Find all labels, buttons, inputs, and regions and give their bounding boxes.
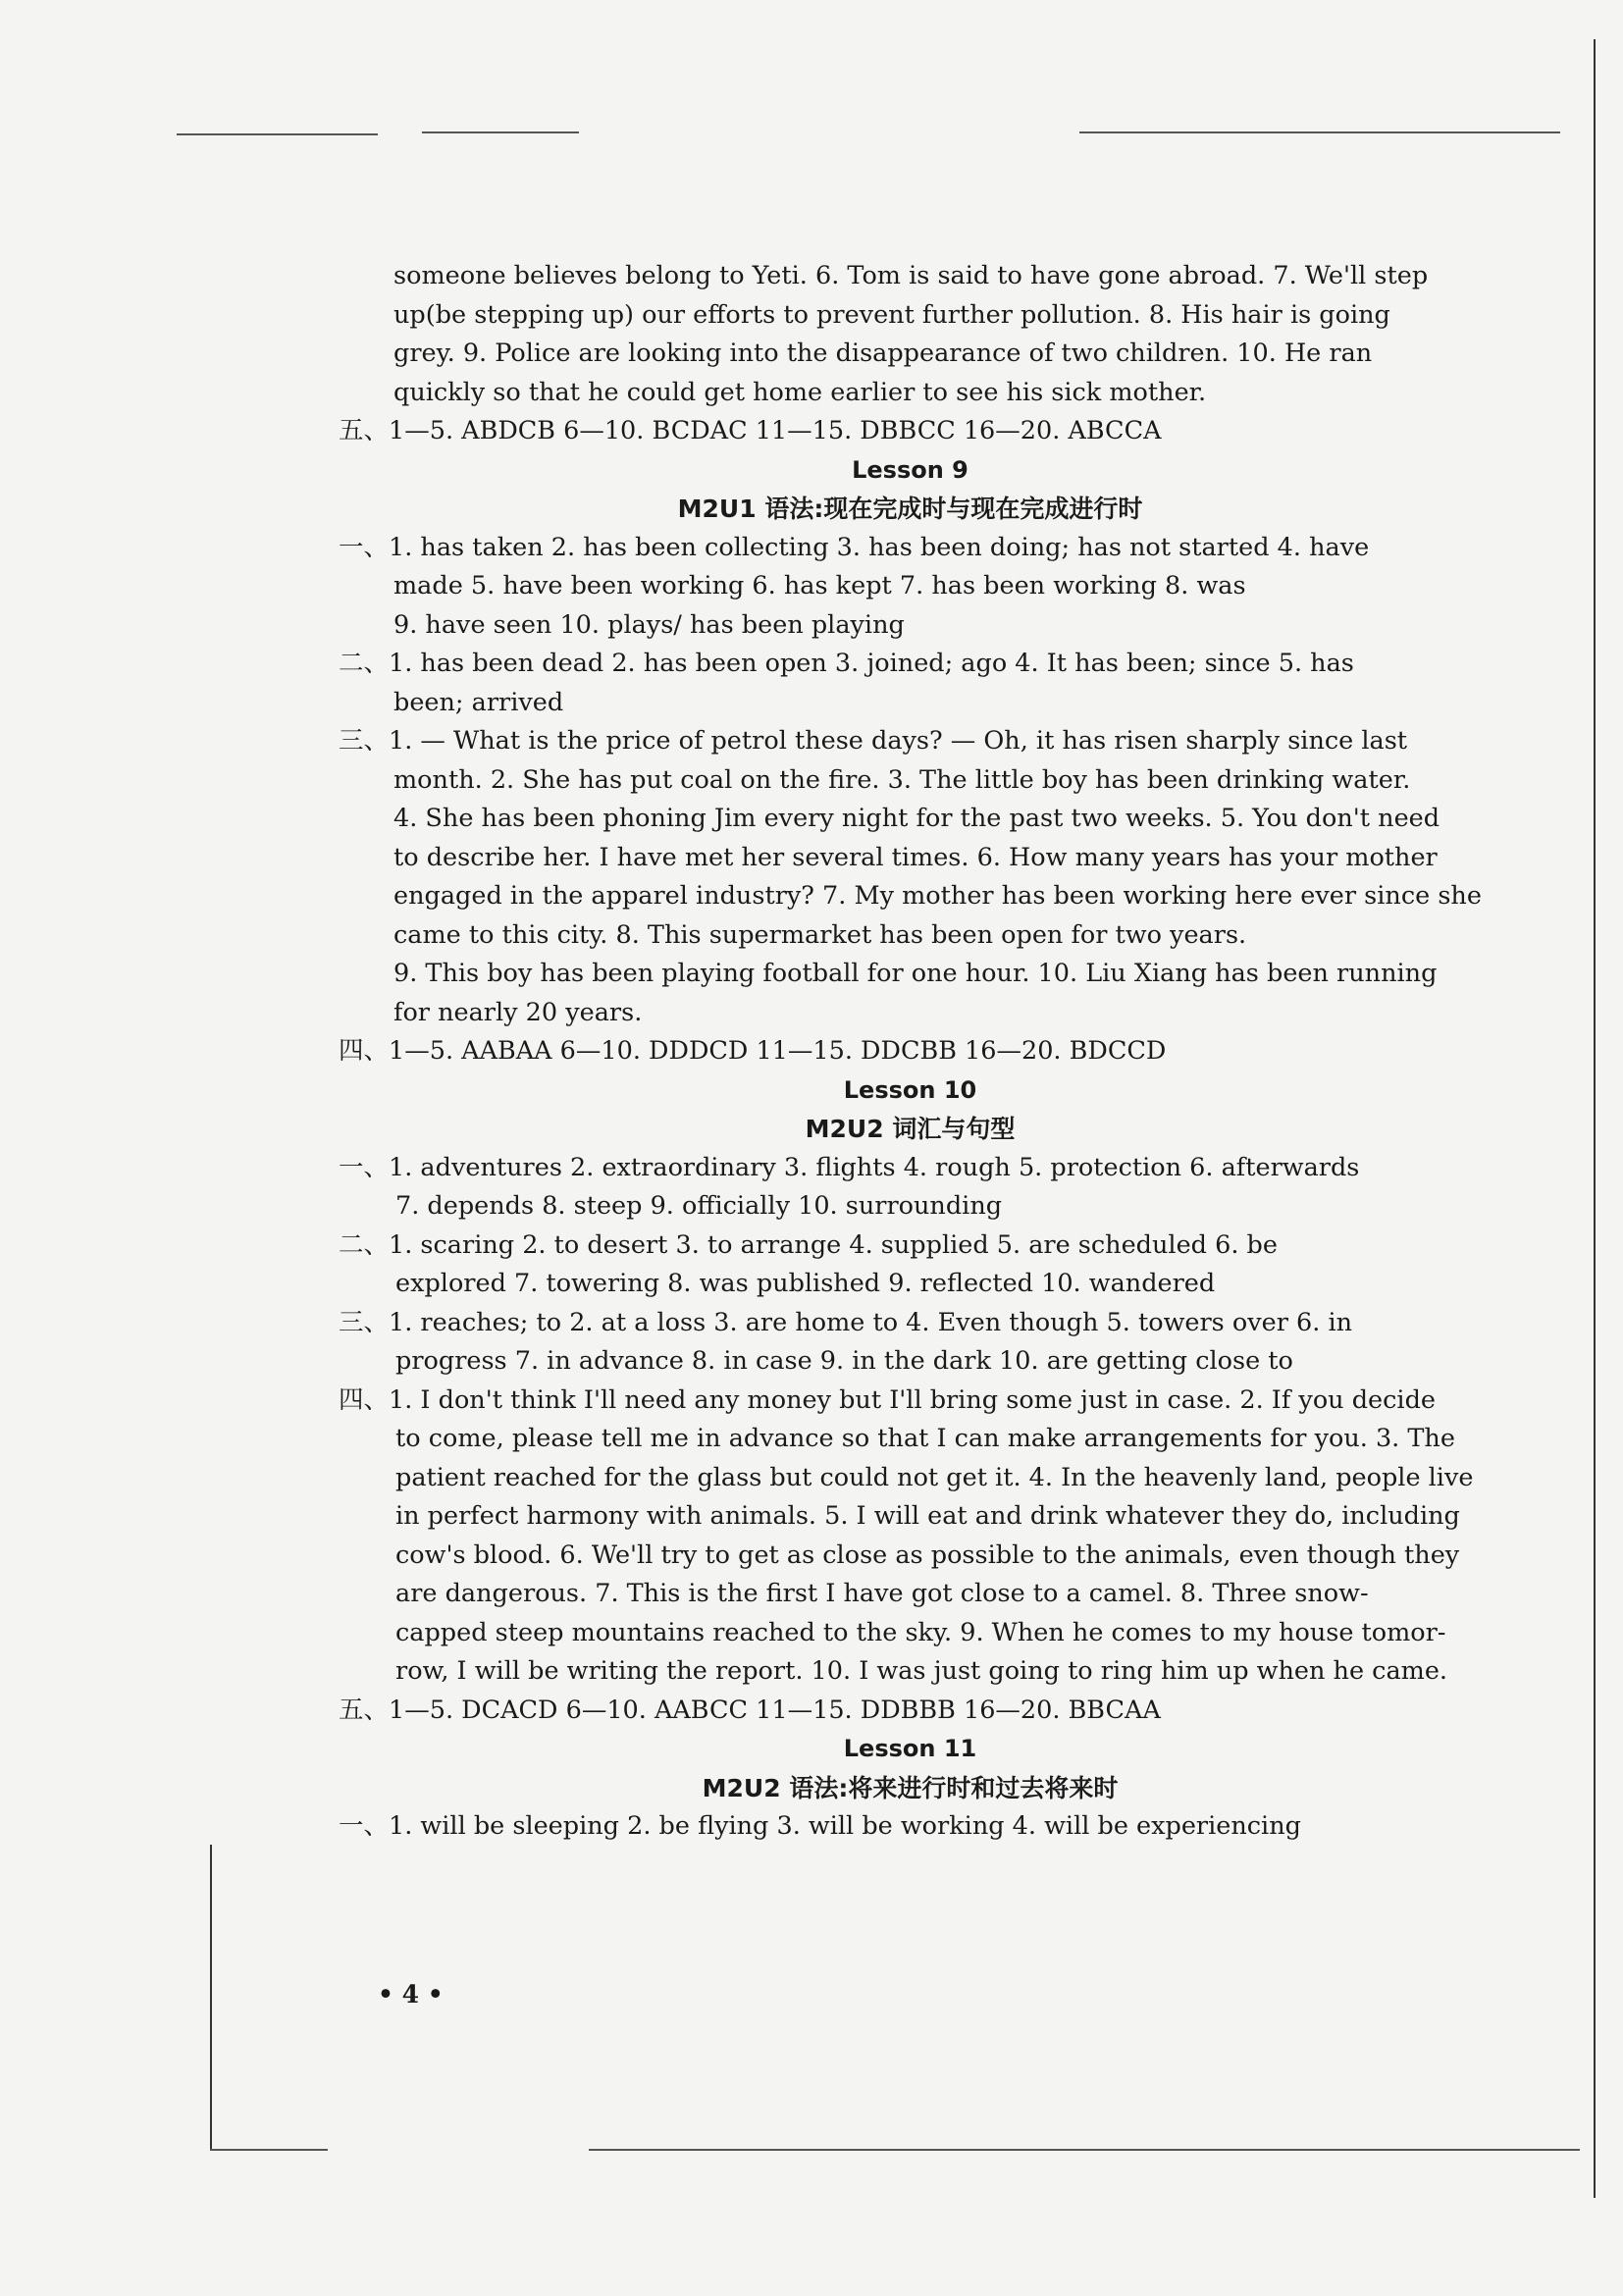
text-line: 7. depends 8. steep 9. officially 10. surrounding bbox=[395, 1191, 1003, 1221]
text-line: to come, please tell me in advance so that I can make arrangements for you. 3. The bbox=[395, 1424, 1455, 1453]
text-line: in perfect harmony with animals. 5. I will eat and drink whatever they do, including bbox=[395, 1501, 1460, 1531]
answer-line: 五、1—5. DCACD 6—10. AABCC 11—15. DDBBB 16—20. BBCAA bbox=[339, 1695, 1161, 1725]
right-margin-line bbox=[1594, 39, 1596, 2198]
text-line: 四、1. I don't think I'll need any money but I'll bring some just in case. 2. If you decide bbox=[339, 1384, 1436, 1415]
lesson-10-title: Lesson 10 bbox=[843, 1075, 977, 1104]
text-line: are dangerous. 7. This is the first I have got close to a camel. 8. Three snow- bbox=[395, 1579, 1369, 1608]
text-line: up(be stepping up) our efforts to prevent further pollution. 8. His hair is going bbox=[393, 299, 1390, 330]
lesson-9-title: Lesson 9 bbox=[852, 455, 969, 484]
text-line: quickly so that he could get home earlier to see his sick mother. bbox=[393, 377, 1207, 407]
lesson-10-subtitle: M2U2 词汇与句型 bbox=[805, 1115, 1016, 1143]
text-line: 9. have seen 10. plays/ has been playing bbox=[393, 609, 905, 640]
text-line: 4. She has been phoning Jim every night for the past two weeks. 5. You don't need bbox=[393, 804, 1440, 833]
text-line: cow's blood. 6. We'll try to get as close as possible to the animals, even though they bbox=[395, 1539, 1460, 1570]
top-rule-left bbox=[177, 133, 378, 135]
top-rule-right bbox=[1079, 131, 1560, 133]
text-line: month. 2. She has put coal on the fire. 3. The little boy has been drinking water. bbox=[393, 764, 1411, 795]
text-line: 三、1. — What is the price of petrol these days? — Oh, it has risen sharply since last bbox=[339, 726, 1408, 756]
lesson-11-title: Lesson 11 bbox=[843, 1735, 977, 1762]
text-line: 三、1. reaches; to 2. at a loss 3. are home to 4. Even though 5. towers over 6. in bbox=[339, 1307, 1353, 1337]
text-line: 一、1. adventures 2. extraordinary 3. flights 4. rough 5. protection 6. afterwards bbox=[339, 1152, 1360, 1182]
text-line: for nearly 20 years. bbox=[393, 997, 643, 1027]
bottom-rule-left bbox=[210, 2149, 328, 2151]
text-line: capped steep mountains reached to the sky. 9. When he comes to my house tomor- bbox=[395, 1617, 1446, 1647]
answer-line: 五、1—5. ABDCB 6—10. BCDAC 11—15. DBBCC 16—20. ABCCA bbox=[339, 416, 1162, 445]
text-line: came to this city. 8. This supermarket has been open for two years. bbox=[393, 919, 1247, 950]
lesson-11-subtitle: M2U2 语法:将来进行时和过去将来时 bbox=[702, 1773, 1119, 1802]
text-line: 一、1. has taken 2. has been collecting 3. has been doing; has not started 4. have bbox=[339, 532, 1370, 562]
page-number: • 4 • bbox=[378, 1980, 444, 2009]
text-line: grey. 9. Police are looking into the disappearance of two children. 10. He ran bbox=[393, 339, 1373, 368]
text-line: explored 7. towering 8. was published 9. reflected 10. wandered bbox=[395, 1269, 1216, 1298]
bottom-rule-right bbox=[589, 2149, 1580, 2151]
left-margin-line bbox=[210, 1845, 212, 2149]
lesson-9-subtitle: M2U1 语法:现在完成时与现在完成进行时 bbox=[677, 495, 1143, 523]
top-rule-mid bbox=[422, 131, 579, 133]
text-line: 二、1. scaring 2. to desert 3. to arrange 4. supplied 5. are scheduled 6. be bbox=[339, 1229, 1278, 1260]
text-line: 一、1. will be sleeping 2. be flying 3. will be working 4. will be experiencing bbox=[339, 1811, 1301, 1841]
text-line: row, I will be writing the report. 10. I was just going to ring him up when he came. bbox=[395, 1656, 1448, 1686]
text-line: been; arrived bbox=[393, 687, 564, 717]
text-line: someone believes belong to Yeti. 6. Tom is said to have gone abroad. 7. We'll step bbox=[393, 261, 1429, 290]
text-line: 9. This boy has been playing football for one hour. 10. Liu Xiang has been running bbox=[393, 959, 1438, 988]
text-line: to describe her. I have met her several times. 6. How many years has your mother bbox=[393, 842, 1438, 872]
text-line: progress 7. in advance 8. in case 9. in the dark 10. are getting close to bbox=[395, 1346, 1293, 1376]
answer-line: 四、1—5. AABAA 6—10. DDDCD 11—15. DDCBB 16—20. BDCCD bbox=[339, 1036, 1167, 1066]
text-line: 二、1. has been dead 2. has been open 3. joined; ago 4. It has been; since 5. has bbox=[339, 649, 1354, 678]
text-line: engaged in the apparel industry? 7. My mother has been working here ever since she bbox=[393, 881, 1482, 911]
text-line: patient reached for the glass but could not get it. 4. In the heavenly land, people live bbox=[395, 1462, 1474, 1492]
answer-text bbox=[339, 257, 1482, 1847]
text-line: made 5. have been working 6. has kept 7. has been working 8. was bbox=[393, 571, 1246, 600]
